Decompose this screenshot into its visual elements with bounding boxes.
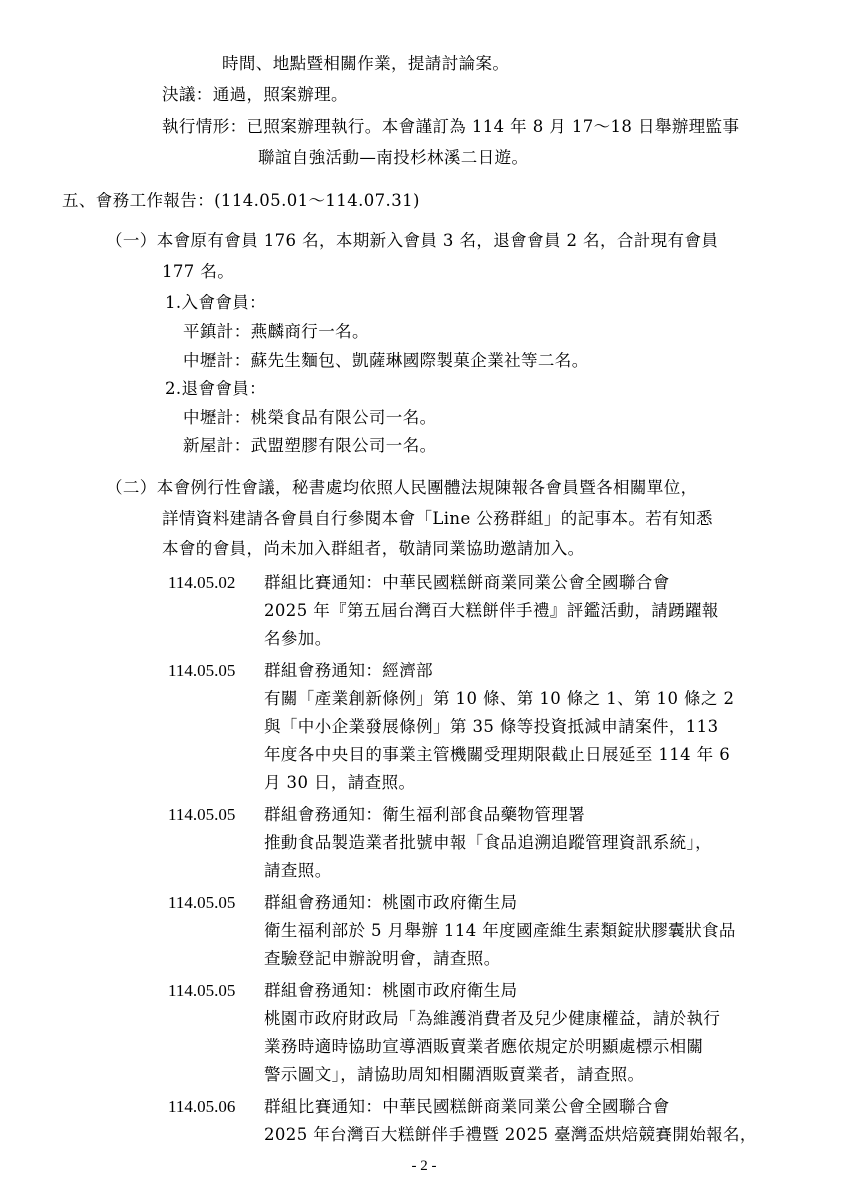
new-members-title: 1.入會會員： <box>165 293 267 312</box>
new-member-item: 平鎮計：燕麟商行一名。 <box>183 322 369 341</box>
agenda-item-line: 時間、地點暨相關作業，提請討論案。 <box>222 54 510 73</box>
notice-line: 群組會務通知：桃園市政府衛生局 <box>264 981 518 1000</box>
notice-date: 114.05.06 <box>168 1097 236 1116</box>
meeting-paragraph-line-1: （二）本會例行性會議，秘書處均依照人民團體法規陳報各會員暨各相關單位， <box>106 478 698 497</box>
notice-line: 2025 年台灣百大糕餅伴手禮暨 2025 臺灣盃烘焙競賽開始報名， <box>264 1125 757 1144</box>
notice-date: 114.05.05 <box>168 661 236 680</box>
notice-line: 衛生福利部於 5 月舉辦 114 年度國產維生素類錠狀膠囊狀食品 <box>264 921 736 940</box>
notice-line: 群組比賽通知：中華民國糕餅商業同業公會全國聯合會 <box>264 1097 670 1116</box>
notice-line: 推動食品製造業者批號申報「食品追溯追蹤管理資訊系統」， <box>264 833 713 852</box>
meeting-paragraph-line-3: 本會的會員，尚未加入群組者，敬請同業協助邀請加入。 <box>162 539 585 558</box>
notice-line: 桃園市政府財政局「為維護消費者及兒少健康權益，請於執行 <box>264 1009 721 1028</box>
withdrawn-member-item: 新屋計：武盟塑膠有限公司一名。 <box>183 436 437 455</box>
notice-line: 群組會務通知：經濟部 <box>264 661 433 680</box>
notice-line: 警示圖文」，請協助周知相關酒販賣業者，請查照。 <box>264 1065 645 1084</box>
execution-line-2: 聯誼自強活動—南投杉林溪二日遊。 <box>258 148 529 167</box>
meeting-paragraph-line-2: 詳情資料建請各會員自行參閱本會「Line 公務群組」的記事本。若有知悉 <box>162 509 713 528</box>
notice-date: 114.05.05 <box>168 805 236 824</box>
membership-paragraph-line-2: 177 名。 <box>162 262 235 281</box>
execution-line-1: 執行情形：已照案辦理執行。本會謹訂為 114 年 8 月 17～18 日舉辦理監事 <box>162 117 740 136</box>
notice-line: 業務時適時協助宣導酒販賣業者應依規定於明顯處標示相關 <box>264 1037 704 1056</box>
withdrawn-members-title: 2.退會會員： <box>165 379 267 398</box>
notice-line: 請查照。 <box>264 861 332 880</box>
section-heading: 五、會務工作報告：(114.05.01～114.07.31) <box>62 191 420 210</box>
notice-line: 月 30 日，請查照。 <box>264 773 416 792</box>
notice-date: 114.05.05 <box>168 981 236 1000</box>
new-member-item: 中壢計：蘇先生麵包、凱薩琳國際製菓企業社等二名。 <box>183 351 589 370</box>
notice-line: 群組會務通知：衛生福利部食品藥物管理署 <box>264 805 586 824</box>
notice-line: 有關「產業創新條例」第 10 條、第 10 條之 1、第 10 條之 2 <box>264 689 735 708</box>
notice-line: 年度各中央目的事業主管機關受理期限截止日展延至 114 年 6 <box>264 745 731 764</box>
notice-line: 名參加。 <box>264 629 332 648</box>
page-number: - 2 - <box>411 1158 437 1174</box>
notice-line: 2025 年『第五屆台灣百大糕餅伴手禮』評鑑活動，請踴躍報 <box>264 601 719 620</box>
notice-date: 114.05.05 <box>168 893 236 912</box>
resolution-line: 決議：通過，照案辦理。 <box>162 85 348 104</box>
notice-line: 群組比賽通知：中華民國糕餅商業同業公會全國聯合會 <box>264 573 670 592</box>
notice-line: 群組會務通知：桃園市政府衛生局 <box>264 893 518 912</box>
notice-date: 114.05.02 <box>168 573 236 592</box>
notice-line: 查驗登記申辦說明會，請查照。 <box>264 949 501 968</box>
notice-line: 與「中小企業發展條例」第 35 條等投資抵減申請案件，113 <box>264 717 719 736</box>
membership-paragraph-line-1: （一）本會原有會員 176 名，本期新入會員 3 名，退會會員 2 名，合計現有會員 <box>106 231 719 250</box>
withdrawn-member-item: 中壢計：桃榮食品有限公司一名。 <box>183 408 437 427</box>
